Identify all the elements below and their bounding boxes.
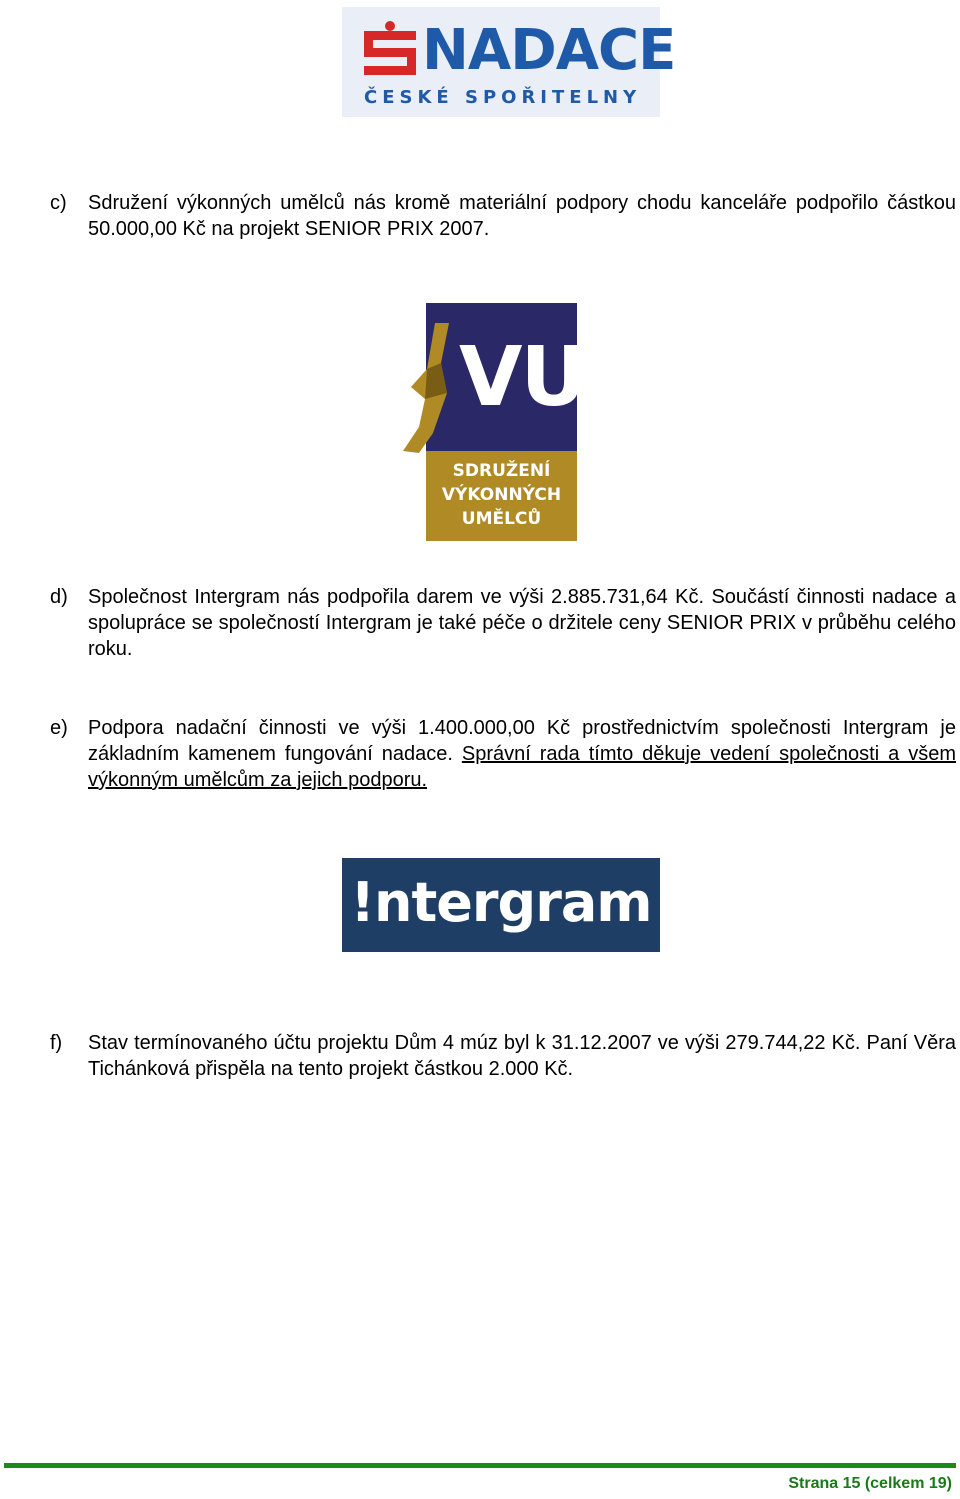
svu-logo-line: SDRUŽENÍ	[452, 461, 551, 481]
ceska-sporitelna-s-icon	[362, 21, 418, 83]
page-number: Strana 15 (celkem 19)	[788, 1475, 952, 1492]
paragraph-label: c)	[50, 192, 67, 214]
footer-rule	[4, 1463, 956, 1468]
intergram-logo-word: !ntergram	[350, 871, 652, 934]
nadace-logo-word: NADACE	[422, 18, 676, 83]
paragraph-f	[50, 1030, 956, 1082]
nadace-logo-subtitle: ČESKÉ SPOŘITELNY	[364, 87, 642, 108]
paragraph-d	[50, 584, 956, 662]
paragraph-text: Stav termínovaného účtu projektu Dům 4 múz byl k 31.12.2007 ve výši 279.744,22 Kč. Paní Věra Tichánková přispěla na tento projekt částkou 2.000 Kč.	[88, 1032, 956, 1080]
paragraph-text-plain: Podpora nadační činnosti ve výši 1.400.000,00 Kč prostřednictvím společnosti Intergram je základním kamenem fungování nadace.	[88, 717, 956, 765]
intergram-logo	[342, 858, 660, 952]
paragraph-text: Společnost Intergram nás podpořila darem ve výši 2.885.731,64 Kč. Součástí činnosti nadace a spolupráce se společností Intergram je také péče o držitele ceny SENIOR PRIX v průběhu celého roku.	[88, 586, 956, 660]
paragraph-label: d)	[50, 586, 68, 608]
paragraph-text: Sdružení výkonných umělců nás kromě materiální podpory chodu kanceláře podpořilo částkou 50.000,00 Kč na projekt SENIOR PRIX 2007.	[88, 192, 956, 240]
paragraph-text-underlined: Správní rada tímto děkuje vedení společnosti a všem výkonným umělcům za jejich podporu.	[88, 743, 956, 791]
paragraph-text	[88, 715, 956, 793]
svu-swoosh-icon	[397, 323, 457, 453]
svu-logo-mark: VU	[459, 330, 586, 425]
paragraph-e	[50, 715, 956, 793]
paragraph-c	[50, 190, 956, 242]
paragraph-label: f)	[50, 1032, 63, 1054]
svu-logo-text	[426, 459, 577, 531]
svu-logo-line: VÝKONNÝCH	[441, 485, 562, 505]
sdruzeni-vykonnych-umelcu-logo	[397, 303, 586, 541]
nadace-ceske-sporitelny-logo	[342, 7, 676, 117]
paragraph-label: e)	[50, 717, 68, 739]
svu-logo-line: UMĚLCŮ	[461, 509, 542, 529]
